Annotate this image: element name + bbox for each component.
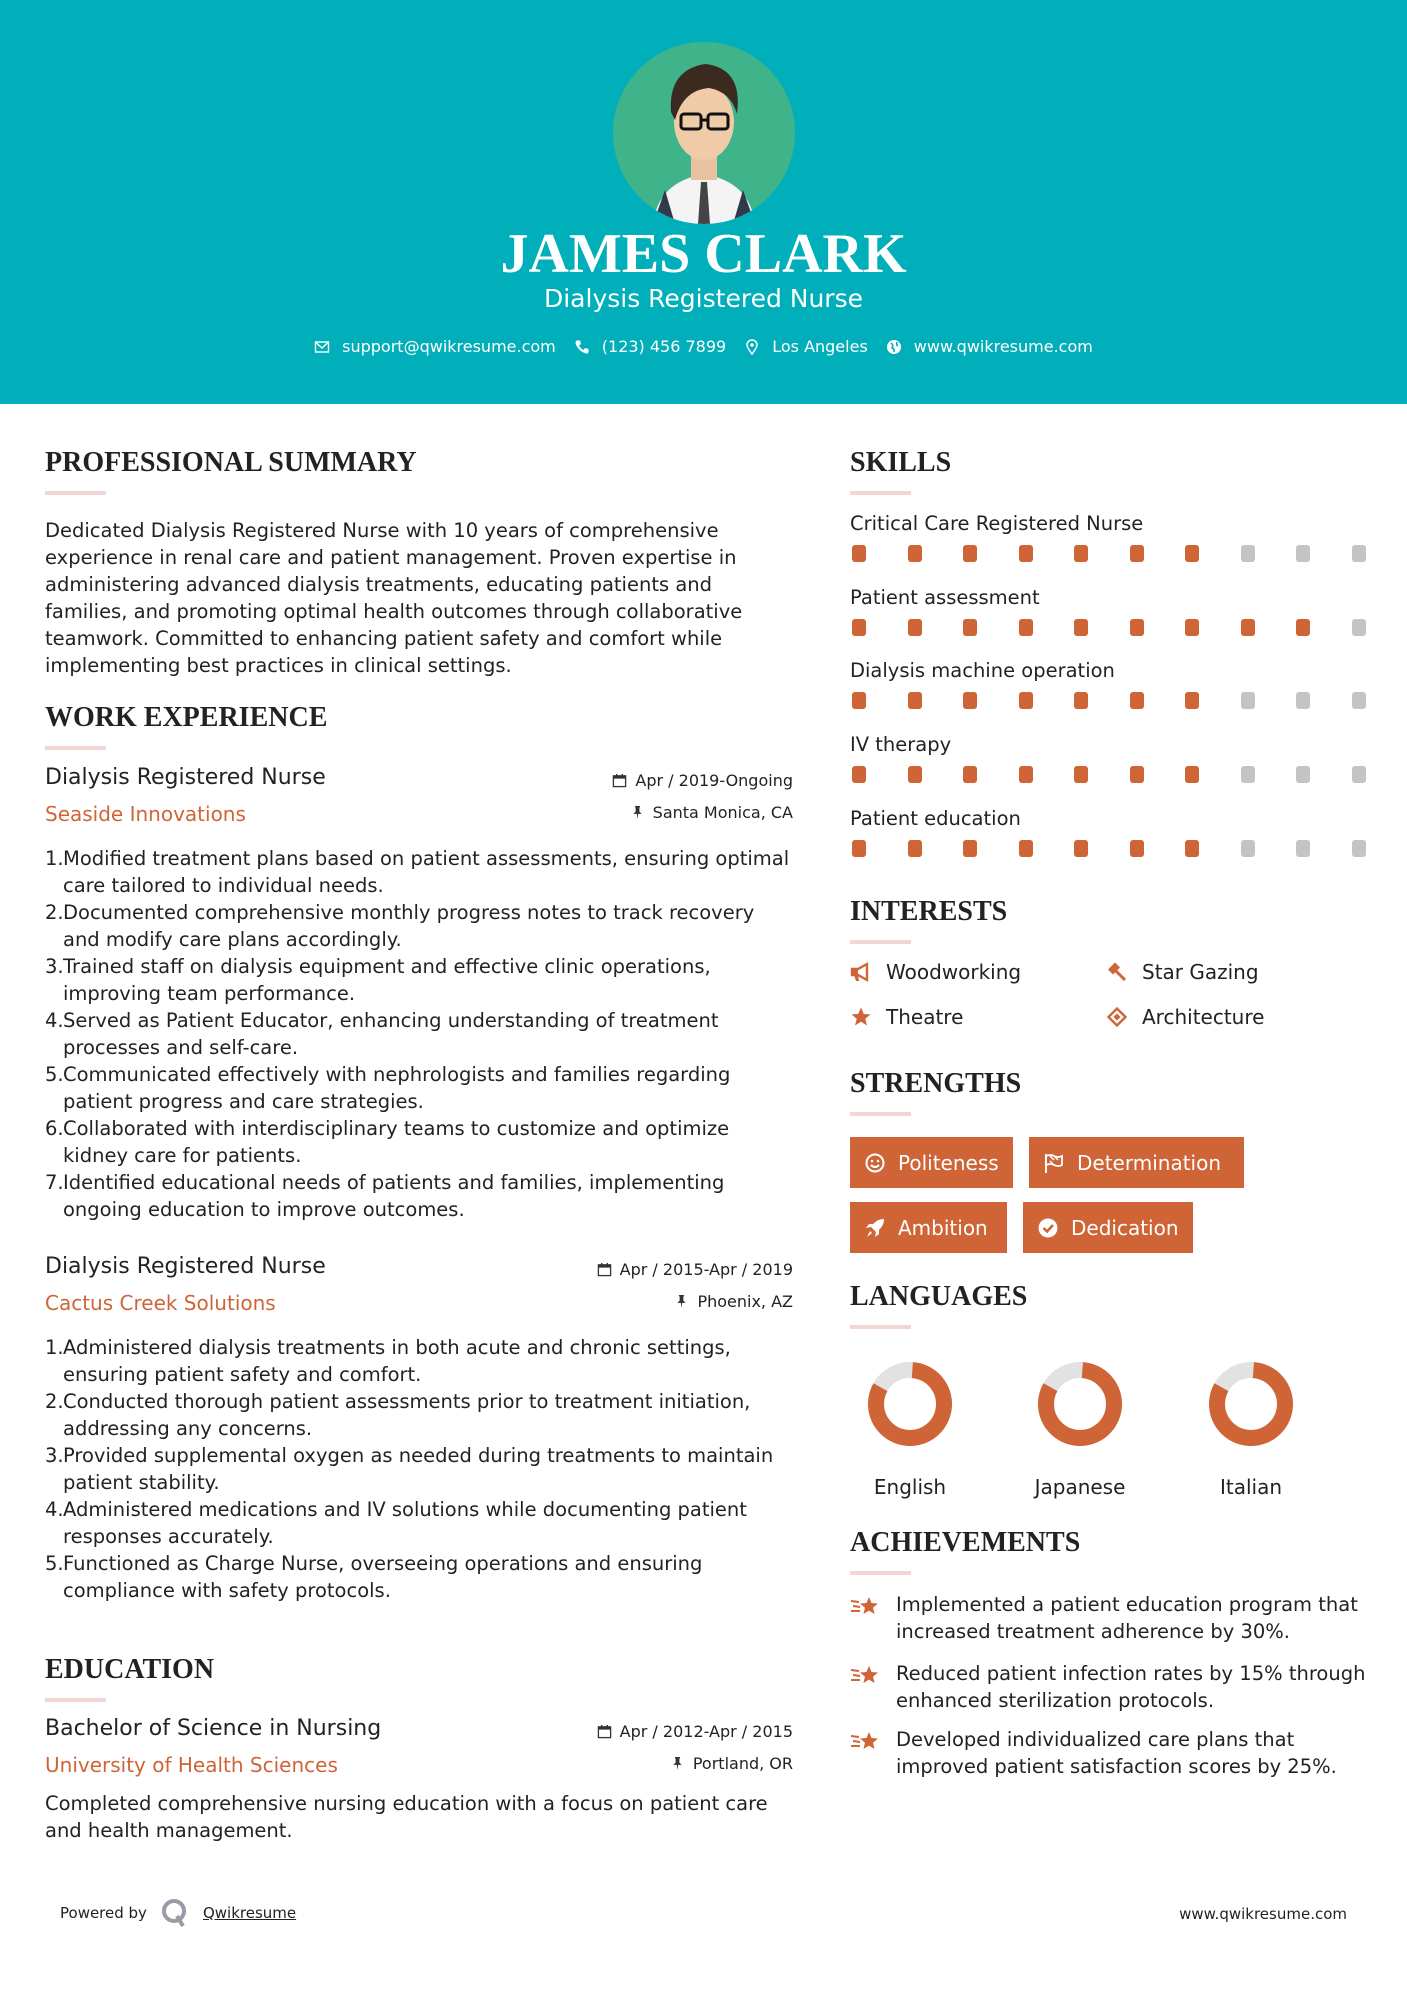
list-item: 3. Provided supplemental oxygen as needed during treatments to maintain patient stability. — [45, 1444, 774, 1494]
strength-badge: Determination — [1029, 1137, 1244, 1188]
section-heading: STRENGTHS — [850, 1068, 1022, 1099]
qwikresume-link[interactable]: Qwikresume — [202, 1904, 297, 1922]
job-company: Seaside Innovations — [45, 802, 246, 826]
rating-dot-filled — [1185, 766, 1199, 783]
contact-location: Los Angeles — [772, 337, 868, 356]
rating-dot-filled — [1074, 619, 1088, 636]
job-title: Dialysis Registered Nurse — [45, 765, 326, 790]
rating-dot-empty — [1352, 545, 1366, 562]
rating-dot-filled — [1019, 692, 1033, 709]
rating-dot-filled — [1019, 766, 1033, 783]
map-pin-icon — [744, 339, 760, 355]
languages-section — [850, 1281, 1370, 1329]
list-item: 2. Documented comprehensive monthly progress notes to track recovery and modify care plans accordingly. — [45, 901, 755, 951]
education-section — [45, 1654, 793, 1844]
interest-item: Architecture — [1106, 1005, 1264, 1029]
rating-dot-empty — [1241, 840, 1255, 857]
language-item — [1181, 1359, 1321, 1499]
education-dates: Apr / 2012-Apr / 2015 — [619, 1722, 793, 1741]
list-item: 2. Conducted thorough patient assessments prior to treatment initiation, addressing any concerns. — [45, 1390, 751, 1440]
rating-dot-filled — [1019, 619, 1033, 636]
job-title: Dialysis Registered Nurse — [45, 1254, 326, 1279]
rating-dot-filled — [1019, 545, 1033, 562]
skill-item — [850, 806, 1370, 857]
strength-badge: Ambition — [850, 1202, 1007, 1253]
section-heading: LANGUAGES — [850, 1281, 1028, 1312]
rating-dot-empty — [1352, 692, 1366, 709]
rating-dot-filled — [852, 840, 866, 857]
shooting-star-icon — [850, 1593, 882, 1621]
list-item: 1. Administered dialysis treatments in both acute and chronic settings, ensuring patient safety and comfort. — [45, 1336, 731, 1386]
strengths-section — [850, 1068, 1370, 1116]
list-item: 4. Administered medications and IV solutions while documenting patient responses accurately. — [45, 1498, 747, 1548]
skill-name: IV therapy — [850, 733, 952, 756]
education-location: Portland, OR — [692, 1754, 793, 1773]
list-item: 5. Communicated effectively with nephrologists and families regarding patient progress and care strategies. — [45, 1063, 731, 1113]
shooting-star-icon — [850, 1728, 882, 1756]
skill-name: Critical Care Registered Nurse — [850, 512, 1144, 535]
rocket-icon — [864, 1217, 886, 1239]
language-name: English — [873, 1475, 947, 1499]
rating-dot-empty — [1241, 692, 1255, 709]
phone-icon — [574, 339, 590, 355]
calendar-icon — [597, 1262, 612, 1277]
rating-dot-filled — [1296, 619, 1310, 636]
rating-dot-empty — [1296, 840, 1310, 857]
job-dates: Apr / 2019-Ongoing — [635, 771, 793, 790]
pushpin-icon — [630, 805, 645, 820]
list-item: 4. Served as Patient Educator, enhancing understanding of treatment processes and self-care. — [45, 1009, 719, 1059]
footer-website[interactable]: www.qwikresume.com — [1179, 1905, 1347, 1923]
job-entry — [45, 1254, 793, 1604]
skill-name: Dialysis machine operation — [850, 659, 1115, 682]
language-donut — [865, 1359, 955, 1449]
achievement-text: Reduced patient infection rates by 15% through enhanced sterilization protocols. — [896, 1662, 1366, 1712]
rating-dot-empty — [1296, 766, 1310, 783]
rating-dot-filled — [852, 619, 866, 636]
rating-dot-filled — [963, 619, 977, 636]
list-item: 3. Trained staff on dialysis equipment and effective clinic operations, improving team performance. — [45, 955, 711, 1005]
qwikresume-logo-icon — [161, 1898, 189, 1928]
heading-underline — [850, 491, 911, 495]
job-entry — [45, 765, 793, 1223]
rating-dot-empty — [1352, 766, 1366, 783]
rating-dot-filled — [1130, 840, 1144, 857]
skill-item — [850, 732, 1370, 783]
rating-dot-filled — [852, 692, 866, 709]
job-bullets — [45, 845, 793, 1223]
calendar-icon — [597, 1724, 612, 1739]
rating-dot-filled — [1074, 766, 1088, 783]
rating-dot-filled — [1130, 545, 1144, 562]
section-heading: INTERESTS — [850, 896, 1008, 927]
heading-underline — [850, 1112, 911, 1116]
rating-dot-empty — [1241, 545, 1255, 562]
achievements-section — [850, 1527, 1370, 1575]
candidate-name: JAMES CLARK — [500, 223, 907, 285]
rating-dot-filled — [963, 840, 977, 857]
rating-dot-filled — [1130, 766, 1144, 783]
powered-by-label: Powered by — [60, 1904, 147, 1922]
rating-dot-filled — [908, 766, 922, 783]
job-dates: Apr / 2015-Apr / 2019 — [619, 1260, 793, 1279]
rating-dot-filled — [1019, 840, 1033, 857]
heading-underline — [850, 940, 911, 944]
rating-dot-empty — [1296, 545, 1310, 562]
contact-bar — [0, 337, 1407, 356]
globe-icon — [886, 339, 902, 355]
interest-item: Woodworking — [850, 960, 1021, 984]
rating-dot-filled — [852, 766, 866, 783]
rating-dot-filled — [1185, 545, 1199, 562]
strength-badge: Politeness — [850, 1137, 1013, 1188]
interest-item: Theatre — [850, 1005, 963, 1029]
skill-rating — [850, 619, 1370, 636]
rating-dot-filled — [1185, 619, 1199, 636]
rating-dot-filled — [908, 619, 922, 636]
envelope-icon — [314, 339, 330, 355]
rating-dot-empty — [1241, 766, 1255, 783]
language-donut — [1035, 1359, 1125, 1449]
skills-section — [850, 447, 1370, 495]
pushpin-icon — [674, 1294, 689, 1309]
rating-dot-filled — [1074, 692, 1088, 709]
job-company: Cactus Creek Solutions — [45, 1291, 276, 1315]
contact-phone: (123) 456 7899 — [601, 337, 727, 356]
achievement-text: Developed individualized care plans that improved patient satisfaction scores by 25%. — [896, 1728, 1337, 1778]
skill-name: Patient education — [850, 807, 1021, 830]
degree: Bachelor of Science in Nursing — [45, 1716, 382, 1741]
resume-header — [0, 0, 1407, 404]
interest-item: Star Gazing — [1106, 960, 1259, 984]
profile-photo — [613, 42, 795, 224]
education-description: Completed comprehensive nursing education with a focus on patient care and health management. — [45, 1792, 768, 1842]
heading-underline — [45, 746, 106, 750]
summary-section — [45, 447, 793, 679]
language-item — [840, 1359, 980, 1499]
footer-powered-by — [60, 1898, 296, 1928]
skill-rating — [850, 840, 1370, 857]
rating-dot-filled — [1130, 619, 1144, 636]
rating-dot-filled — [908, 545, 922, 562]
skill-rating — [850, 692, 1370, 709]
rating-dot-filled — [852, 545, 866, 562]
summary-text: Dedicated Dialysis Registered Nurse with 10 years of comprehensive experience in renal care and patient management. Proven expertise in administering advanced dialysis treatments, educating patients and families, and promoting optimal health outcomes through collaborative teamwork. Committed to enhancing patient safety and comfort while implementing best practices in clinical settings. — [45, 519, 743, 677]
language-name: Japanese — [1034, 1475, 1126, 1499]
flag-icon — [1043, 1152, 1065, 1174]
section-heading: WORK EXPERIENCE — [45, 702, 328, 733]
achievement-item — [850, 1726, 1376, 1780]
list-item: 6. Collaborated with interdisciplinary teams to customize and optimize kidney care for patients. — [45, 1117, 730, 1167]
calendar-icon — [612, 773, 627, 788]
list-item: 1. Modified treatment plans based on patient assessments, ensuring optimal care tailored to individual needs. — [45, 847, 790, 897]
job-location: Phoenix, AZ — [697, 1292, 793, 1311]
rating-dot-filled — [908, 840, 922, 857]
rating-dot-filled — [908, 692, 922, 709]
skill-item — [850, 658, 1370, 709]
gavel-icon — [1106, 961, 1128, 983]
pushpin-icon — [670, 1756, 685, 1771]
skill-rating — [850, 545, 1370, 562]
rating-dot-filled — [963, 692, 977, 709]
bullhorn-icon — [850, 961, 872, 983]
work-section — [45, 702, 793, 750]
heading-underline — [850, 1325, 911, 1329]
rating-dot-filled — [1185, 840, 1199, 857]
rating-dot-filled — [1074, 840, 1088, 857]
smile-icon — [864, 1152, 886, 1174]
list-item: 5. Functioned as Charge Nurse, overseeing operations and ensuring compliance with safety protocols. — [45, 1552, 703, 1602]
rating-dot-empty — [1352, 619, 1366, 636]
rating-dot-filled — [963, 766, 977, 783]
language-donut — [1206, 1359, 1296, 1449]
rating-dot-empty — [1296, 692, 1310, 709]
skill-item — [850, 585, 1370, 636]
section-heading: SKILLS — [850, 447, 952, 478]
rating-dot-filled — [1185, 692, 1199, 709]
rating-dot-filled — [1074, 545, 1088, 562]
job-location: Santa Monica, CA — [652, 803, 793, 822]
language-item — [1010, 1359, 1150, 1499]
check-circle-icon — [1037, 1217, 1059, 1239]
skill-item — [850, 511, 1370, 562]
star-icon — [850, 1006, 872, 1028]
rating-dot-filled — [1241, 619, 1255, 636]
section-heading: ACHIEVEMENTS — [850, 1527, 1081, 1558]
candidate-title: Dialysis Registered Nurse — [543, 284, 863, 313]
achievement-text: Implemented a patient education program that increased treatment adherence by 30%. — [896, 1593, 1358, 1643]
interests-section — [850, 896, 1370, 944]
ticket-icon — [1106, 1006, 1128, 1028]
heading-underline — [45, 491, 106, 495]
skill-name: Patient assessment — [850, 586, 1040, 609]
rating-dot-filled — [963, 545, 977, 562]
section-heading: PROFESSIONAL SUMMARY — [45, 447, 417, 478]
heading-underline — [850, 1571, 911, 1575]
list-item: 7. Identified educational needs of patients and families, implementing ongoing education to improve outcomes. — [45, 1171, 725, 1221]
job-bullets — [45, 1334, 793, 1604]
shooting-star-icon — [850, 1662, 882, 1690]
rating-dot-filled — [1130, 692, 1144, 709]
achievement-item — [850, 1660, 1376, 1714]
achievement-item — [850, 1591, 1376, 1645]
section-heading: EDUCATION — [45, 1654, 215, 1685]
rating-dot-empty — [1352, 840, 1366, 857]
contact-website[interactable]: www.qwikresume.com — [913, 337, 1093, 356]
contact-email[interactable]: support@qwikresume.com — [342, 337, 556, 356]
school: University of Health Sciences — [45, 1753, 338, 1777]
skill-rating — [850, 766, 1370, 783]
language-name: Italian — [1219, 1475, 1283, 1499]
strength-badge: Dedication — [1023, 1202, 1193, 1253]
heading-underline — [45, 1698, 106, 1702]
